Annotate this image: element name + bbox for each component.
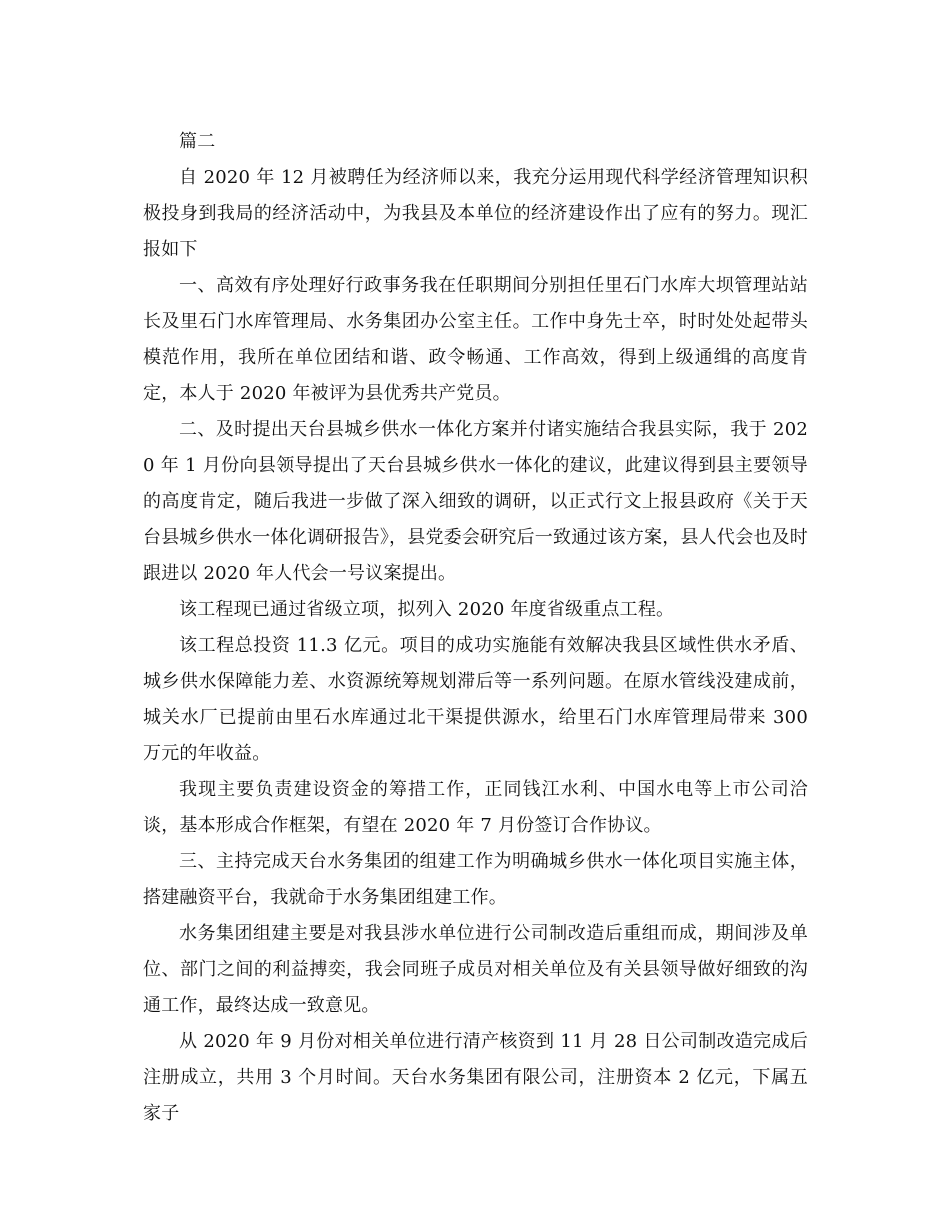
paragraph-section-two: 二、及时提出天台县城乡供水一体化方案并付诸实施结合我县实际，我于 2020 年 1 月份向县领导提出了天台县城乡供水一体化的建议，此建议得到县主要领导的高度肯定，随后我进一步做了深入细致的调研，以正式行文上报县政府《关于天台县城乡供水一体化调研报告》，县党委会研究后一致通过该方案，县人代会也及时跟进以 2020 年人代会一号议案提出。 — [143, 419, 808, 584]
paragraph-registration: 从 2020 年 9 月份对相关单位进行清产核资到 11 月 28 日公司制改造完成后注册成立，共用 3 个月时间。天台水务集团有限公司，注册资本 2 亿元，下属五家子 — [143, 1031, 808, 1124]
paragraph-section-three: 三、主持完成天台水务集团的组建工作为明确城乡供水一体化项目实施主体，搭建融资平台，我就命于水务集团组建工作。 — [143, 851, 808, 908]
paragraph-funding: 我现主要负责建设资金的筹措工作，正同钱江水利、中国水电等上市公司洽谈，基本形成合作框架，有望在 2020 年 7 月份签订合作协议。 — [143, 779, 808, 836]
paragraph-section-one: 一、高效有序处理好行政事务我在任职期间分别担任里石门水库大坝管理站站长及里石门水库管理局、水务集团办公室主任。工作中身先士卒，时时处处起带头模范作用，我所在单位团结和谐、政令畅通、工作高效，得到上级通缉的高度肯定，本人于 2020 年被评为县优秀共产党员。 — [143, 275, 808, 404]
paragraph-restructuring: 水务集团组建主要是对我县涉水单位进行公司制改造后重组而成，期间涉及单位、部门之间的利益搏奕，我会同班子成员对相关单位及有关县领导做好细致的沟通工作，最终达成一致意见。 — [143, 923, 808, 1016]
paragraph-project-approval: 该工程现已通过省级立项，拟列入 2020 年度省级重点工程。 — [179, 599, 675, 620]
paragraph-intro: 自 2020 年 12 月被聘任为经济师以来，我充分运用现代科学经济管理知识积极投身到我局的经济活动中，为我县及本单位的经济建设作出了应有的努力。现汇报如下 — [143, 167, 808, 260]
section-heading: 篇二 — [179, 131, 216, 152]
paragraph-investment: 该工程总投资 11.3 亿元。项目的成功实施能有效解决我县区域性供水矛盾、城乡供水保障能力差、水资源统筹规划滞后等一系列问题。在原水管线没建成前，城关水厂已提前由里石水库通过北干渠提供源水，给里石门水库管理局带来 300 万元的年收益。 — [143, 635, 808, 764]
document-body — [143, 124, 808, 1132]
